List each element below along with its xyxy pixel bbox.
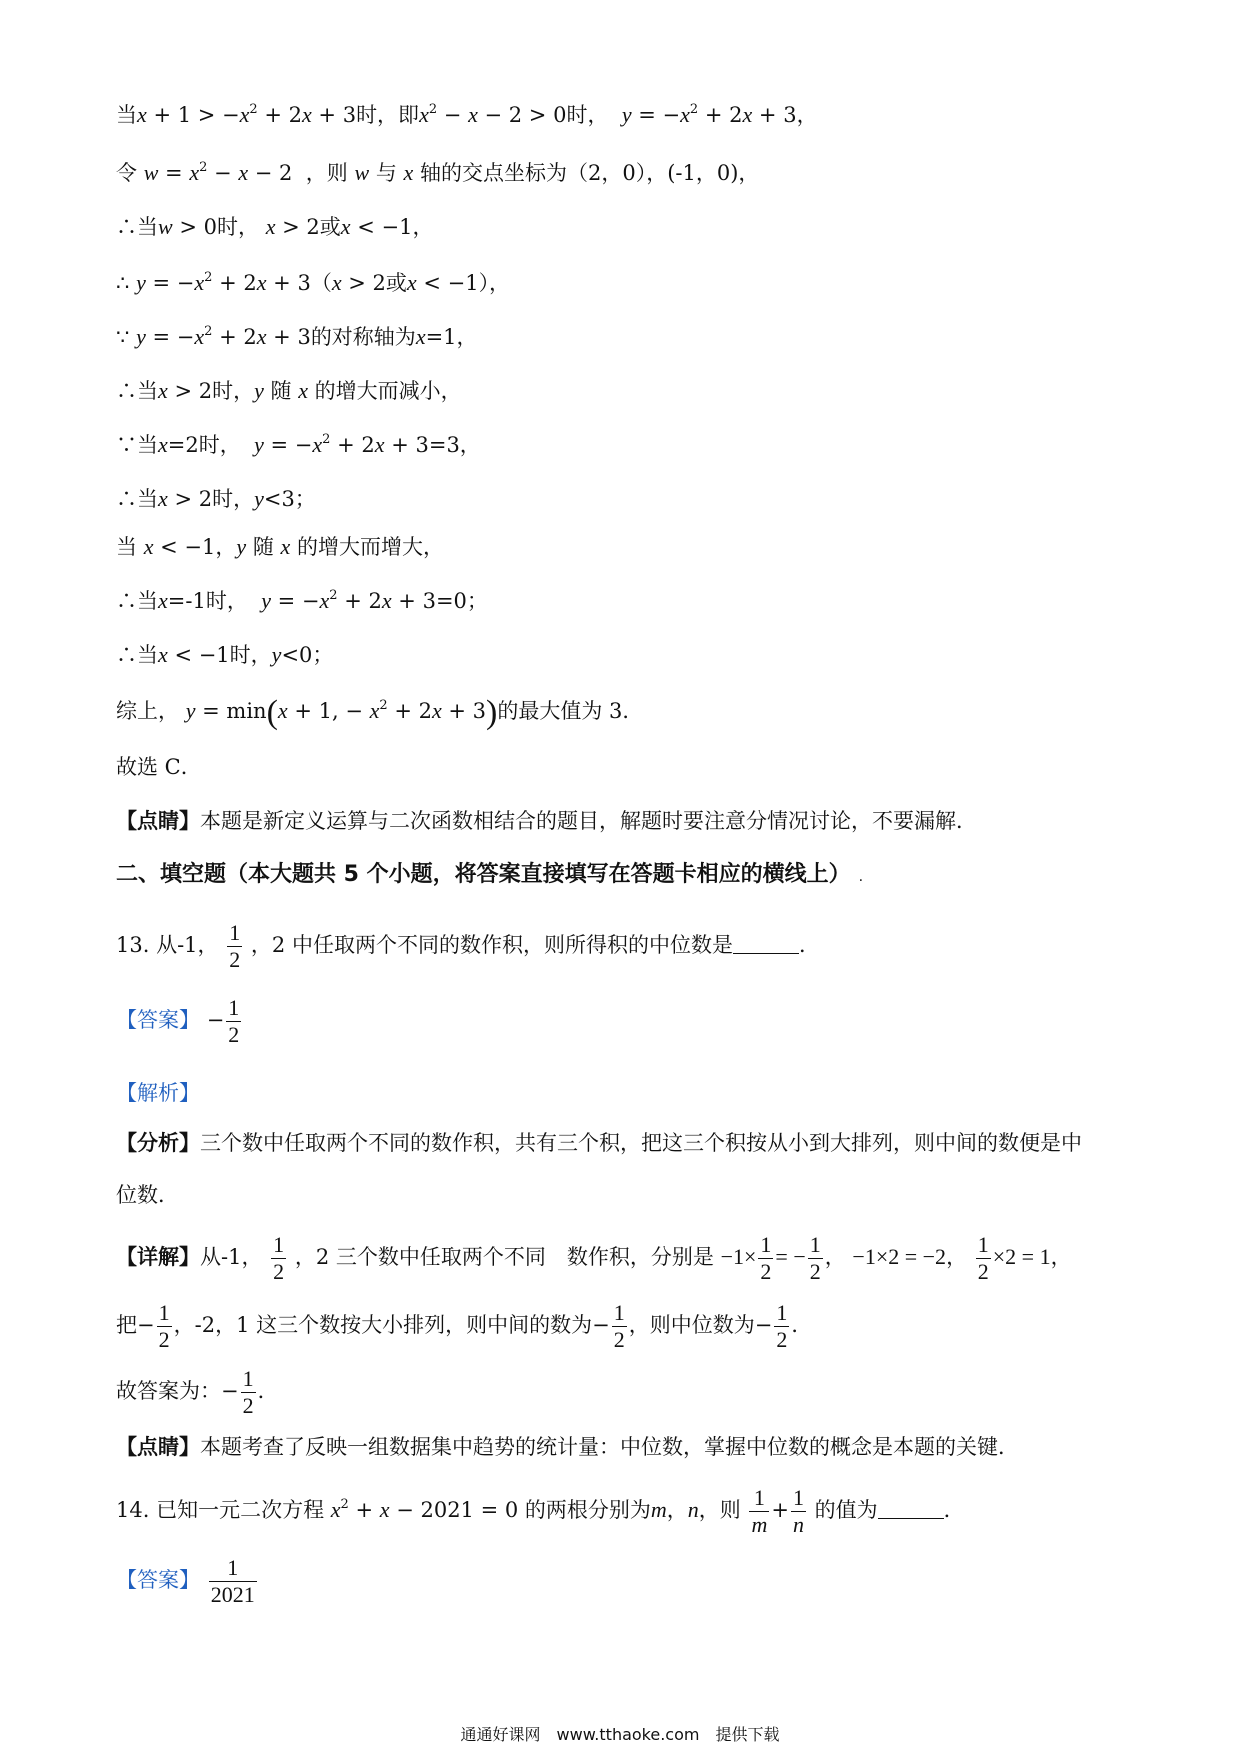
denominator: 2 <box>273 1259 285 1284</box>
text: <0； <box>281 643 334 667</box>
text: 的增大而增大， <box>296 535 444 559</box>
denominator: 2 <box>613 1327 625 1352</box>
text: ∴当 <box>116 643 158 667</box>
fraction-half <box>271 1232 286 1285</box>
text: x <box>415 324 426 349</box>
fraction-half <box>774 1300 789 1353</box>
denominator: n <box>792 1512 804 1537</box>
line-summary: 综上， y = min(x + 1, − $x^2 + 2x + 3$)的最大值为 3． <box>116 694 644 731</box>
fenxi-line-2: 位数． <box>116 1183 179 1207</box>
text: 本题考查了反映一组数据集中趋势的统计量：中位数，掌握中位数的概念是本题的关键． <box>200 1435 1019 1459</box>
answer-14 <box>116 1555 259 1608</box>
text: 把 <box>116 1313 137 1337</box>
text: y <box>236 534 247 559</box>
text: 轴的交点坐标为（2，0），(-1，0)， <box>419 161 760 185</box>
text: 14. 已知一元二次方程 <box>116 1498 325 1522</box>
text: 当 <box>116 103 137 127</box>
fraction-half <box>227 920 242 973</box>
answer-blank <box>878 1498 944 1519</box>
line-y-expr: ∴ $y = -x^2 + 2x + 3(x > 2$或x < −1）， <box>116 270 511 295</box>
text: ， <box>215 535 237 559</box>
line-condition-1: 当$x + 1 > -x^2 + 2x + 3$时，即$x^2 - x - 2 > 0$时， $y = -x^2 + 2x + 3$， <box>116 102 818 127</box>
text: 随 <box>270 379 292 403</box>
dianjing-13 <box>116 1432 1019 1462</box>
line-choose-c: 故选 C． <box>116 755 202 779</box>
text: 的最大值为 3． <box>497 699 644 723</box>
text: ． <box>798 933 820 957</box>
text: 的两根分别为 <box>524 1498 651 1522</box>
question-13 <box>116 920 820 973</box>
text: 的增大而减小， <box>314 379 462 403</box>
gu-answer-13: 故答案为：− $\frac{1}{2}$ ． <box>116 1366 279 1418</box>
text: ，则 <box>698 1498 741 1522</box>
text: ，则中位数为 <box>628 1313 755 1337</box>
text: x <box>158 432 168 457</box>
fraction-1-over-2021 <box>209 1555 257 1608</box>
text: ， <box>412 215 434 239</box>
text: （ <box>310 271 332 295</box>
text: ∴当 <box>116 589 158 613</box>
text: ． <box>791 1313 813 1337</box>
answer-blank <box>733 933 799 954</box>
text: 时， <box>566 103 609 127</box>
text: ， <box>666 1498 688 1522</box>
fraction-half <box>226 995 241 1048</box>
denominator: 2 <box>228 1022 240 1047</box>
text: 从-1， <box>200 1245 263 1269</box>
tag-answer: 【答案】 <box>116 1008 200 1032</box>
text: y <box>254 378 264 403</box>
answer-13 <box>116 995 243 1048</box>
text: ． <box>257 1379 279 1403</box>
text: =2时， <box>167 433 241 457</box>
text: =0； <box>435 589 488 613</box>
text: <3； <box>263 487 316 511</box>
tag-answer: 【答案】 <box>116 1568 200 1592</box>
xiangjie-line-1: 【详解】从-1， $\frac{1}{2}$ ，2 三个数中任取两个不同 数作积，分别是 −1× $\frac{1}{2}$ = − $\frac{1}{2}$ ， −1×2 = −2， $\frac{1}{2}$ ×2 = 1， <box>116 1232 1072 1284</box>
text: y <box>271 642 282 667</box>
denominator: 2 <box>158 1327 170 1352</box>
line-w-positive: ∴当w > 0时， x > 2或x < −1， <box>116 214 434 239</box>
text: =3， <box>428 433 481 457</box>
text: x <box>298 378 308 403</box>
text: 时， <box>212 487 255 511</box>
text: ． <box>943 1498 965 1522</box>
line-x-eq-2: ∵当x=2时， $y = -x^2 + 2x + 3=3$， <box>116 432 481 457</box>
numerator: 1 <box>760 1232 772 1257</box>
numerator: 1 <box>158 1300 170 1325</box>
text: ， <box>946 1245 968 1269</box>
denominator: 2 <box>242 1393 254 1418</box>
text: 时， <box>217 215 259 239</box>
text: ，2 三个数中任取两个不同 数作积，分别是 <box>294 1245 714 1269</box>
fraction-half <box>157 1300 172 1353</box>
text: 随 <box>252 535 274 559</box>
numerator: 1 <box>209 1555 257 1582</box>
line-y-lt-3: ∴当x > 2时，y<3； <box>116 486 316 511</box>
numerator: 1 <box>228 995 240 1020</box>
text: 或 <box>385 271 407 295</box>
text: 三个数中任取两个不同的数作积，共有三个积，把这三个积按从小到大排列，则中间的数便是中 <box>200 1131 1082 1155</box>
denominator: 2 <box>229 947 241 972</box>
line-let-w: 令 $w = x^2 - x - 2$ ，则 w 与 x 轴的交点坐标为（2，0），(-1，0)， <box>116 160 760 185</box>
denominator: 2 <box>809 1259 821 1284</box>
tag-jiexi: 【解析】 <box>116 1081 200 1105</box>
denominator: m <box>751 1512 768 1537</box>
numerator: 1 <box>613 1300 625 1325</box>
fraction-half <box>612 1300 627 1353</box>
text: ，则 <box>305 161 348 185</box>
text: ，-2，1 这三个数按大小排列，则中间的数为 <box>173 1313 593 1337</box>
text: 时，即 <box>356 103 420 127</box>
text: m <box>650 1497 667 1522</box>
text: 的值为 <box>814 1498 878 1522</box>
fraction-1-over-n <box>791 1485 806 1538</box>
text: ， <box>1050 1245 1072 1269</box>
xiangjie-line-2: 把− $\frac{1}{2}$ ，-2，1 这三个数按大小排列，则中间的数为− $\frac{1}{2}$ ，则中位数为− $\frac{1}{2}$ ． <box>116 1300 813 1352</box>
text: 本题是新定义运算与二次函数相结合的题目，解题时要注意分情况讨论，不要漏解． <box>200 809 977 833</box>
fraction-1-over-m <box>749 1485 769 1538</box>
text: ， <box>796 103 818 127</box>
text: ∵ <box>116 325 130 349</box>
fenxi-line-1 <box>116 1128 1082 1158</box>
text: 的对称轴为 <box>310 325 416 349</box>
text: x <box>280 534 291 559</box>
text: ）， <box>478 271 511 295</box>
text: 综上， <box>116 699 179 723</box>
fraction-half <box>758 1232 773 1285</box>
tag-fenxi: 【分析】 <box>116 1130 200 1155</box>
text: 或 <box>319 215 341 239</box>
text: ，2 中任取两个不同的数作积，则所得积的中位数是 <box>250 933 733 957</box>
text: 当 <box>116 535 137 559</box>
question-14: 14. 已知一元二次方程 $x^2 + x - 2021 = 0$ 的两根分别为m，n，则 $\frac{1}{m}$ + $\frac{1}{n}$ 的值为 ． <box>116 1485 965 1537</box>
line-axis: ∵ $y = -x^2 + 2x + 3$的对称轴为x=1， <box>116 324 478 349</box>
numerator: 1 <box>749 1485 769 1512</box>
numerator: 1 <box>242 1366 254 1391</box>
text: y <box>254 486 264 511</box>
tag-dianjing: 【点睛】 <box>116 808 200 833</box>
numerator: 1 <box>792 1485 804 1510</box>
text: x <box>158 588 168 613</box>
line-y-lt-0: ∴当x < −1时，y<0； <box>116 642 334 667</box>
text: ∵当 <box>116 433 158 457</box>
numerator: 1 <box>977 1232 989 1257</box>
numerator: 1 <box>809 1232 821 1257</box>
section-title: 二、填空题（本大题共 5 个小题，将答案直接填写在答题卡相应的横线上） <box>116 862 851 887</box>
denominator: 2021 <box>210 1582 255 1607</box>
text: 与 <box>375 161 397 185</box>
fraction-half <box>241 1366 256 1419</box>
text: ∴当 <box>116 215 158 239</box>
text: =1， <box>425 325 478 349</box>
line-x-eq-neg1: ∴当x=-1时， $y = -x^2 + 2x + 3=0$； <box>116 588 488 613</box>
text: 令 <box>116 161 137 185</box>
text: 时， <box>229 643 272 667</box>
denominator: 2 <box>977 1259 989 1284</box>
page-footer: 通通好课网 www.tthaoke.com 提供下载 <box>460 1725 780 1744</box>
text: . <box>858 869 864 885</box>
text: ， <box>824 1245 846 1269</box>
numerator: 1 <box>273 1232 285 1257</box>
text: n <box>687 1497 699 1522</box>
section-heading <box>116 860 863 892</box>
fraction-half <box>976 1232 991 1285</box>
line-increasing: 当 x < −1，y 随 x 的增大而增大， <box>116 534 444 559</box>
fraction-half <box>808 1232 823 1285</box>
tag-dianjing: 【点睛】 <box>116 1434 200 1459</box>
denominator: 2 <box>776 1327 788 1352</box>
minus-sign: − <box>206 1008 225 1032</box>
numerator: 1 <box>776 1300 788 1325</box>
text: ∴当 <box>116 487 158 511</box>
denominator: 2 <box>760 1259 772 1284</box>
text: 时， <box>212 379 255 403</box>
numerator: 1 <box>229 920 241 945</box>
text: 13. 从-1， <box>116 933 219 957</box>
text: ∴ <box>116 271 130 295</box>
text: =-1时， <box>167 589 248 613</box>
text: 故答案为： <box>116 1379 221 1403</box>
text: ∴当 <box>116 379 158 403</box>
line-dianjing-12 <box>116 806 977 836</box>
line-decreasing: ∴当x > 2时，y 随 x 的增大而减小， <box>116 378 462 403</box>
tag-xiangjie: 【详解】 <box>116 1244 200 1269</box>
